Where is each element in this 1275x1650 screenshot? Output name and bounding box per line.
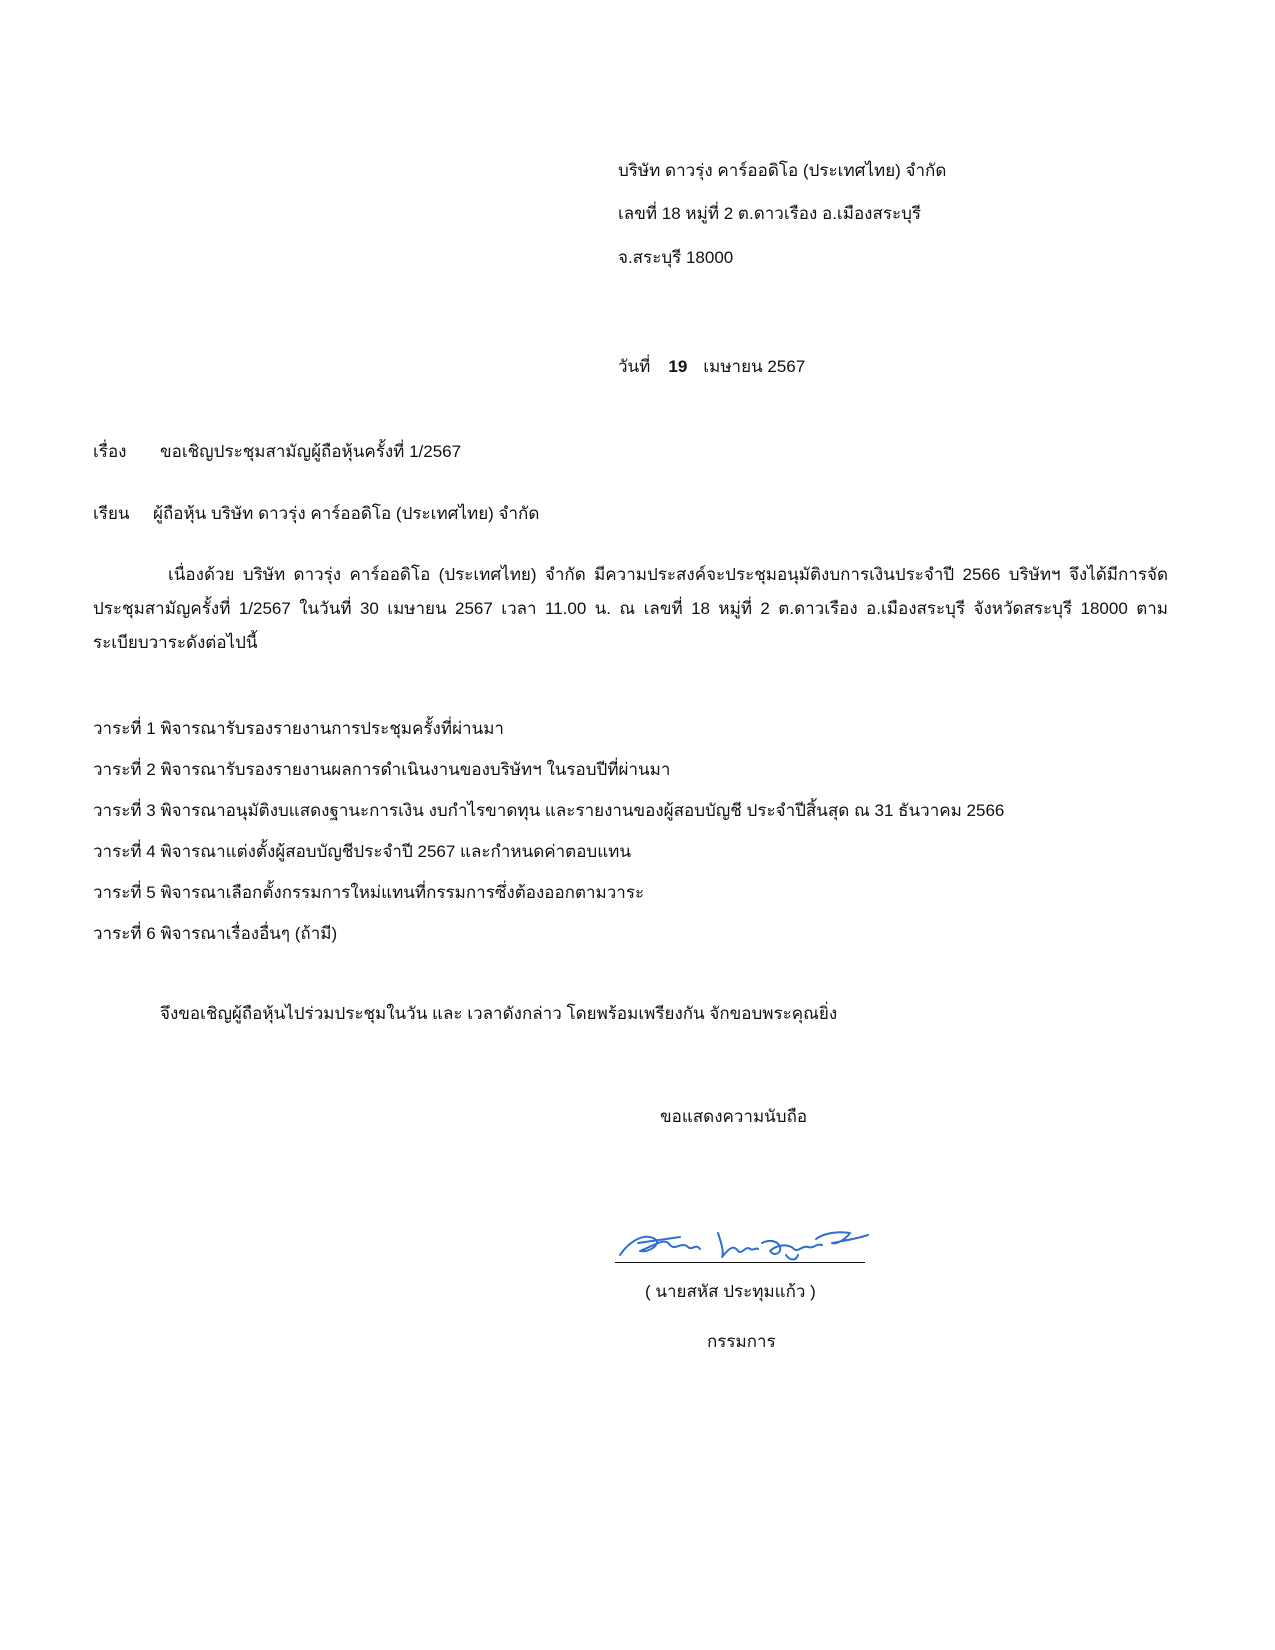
sender-address-line2: จ.สระบุรี 18000 — [618, 248, 734, 267]
recipient-label: เรียน — [93, 504, 130, 523]
agenda-item: วาระที่ 1 พิจารณารับรองรายงานการประชุมครั้งที่ผ่านมา — [93, 719, 504, 738]
handwritten-signature — [610, 1215, 880, 1265]
signer-position: กรรมการ — [707, 1332, 776, 1351]
subject-line — [93, 438, 462, 465]
agenda-item: วาระที่ 6 พิจารณาเรื่องอื่นๆ (ถ้ามี) — [93, 924, 338, 943]
agenda-item: วาระที่ 3 พิจารณาอนุมัติงบแสดงฐานะการเงิน งบกำไรขาดทุน และรายงานของผู้สอบบัญชี ประจำปีสิ้นสุด ณ 31 ธันวาคม 2566 — [93, 801, 1005, 820]
body-paragraph: เนื่องด้วย บริษัท ดาวรุ่ง คาร์ออดิโอ (ประเทศไทย) จำกัด มีความประสงค์จะประชุมอนุมัติงบการเงินประจำปี 2566 บริษัทฯ จึงได้มีการจัดประชุมสามัญครั้งที่ 1/2567 ในวันที่ 30 เมษายน 2567 เวลา 11.00 น. ณ เลขที่ 18 หมู่ที่ 2 ต.ดาวเรือง อ.เมืองสระบุรี จังหวัดสระบุรี 18000 ตามระเบียบวาระดังต่อไปนี้ — [93, 565, 1168, 652]
letter-date — [618, 353, 805, 380]
sender-address-line1: เลขที่ 18 หมู่ที่ 2 ต.ดาวเรือง อ.เมืองสระบุรี — [618, 204, 922, 223]
signature-scribble — [610, 1215, 880, 1265]
date-prefix: วันที่ — [618, 357, 651, 376]
signer-name: ( นายสหัส ประทุมแก้ว ) — [645, 1282, 816, 1301]
complimentary-close: ขอแสดงความนับถือ — [660, 1107, 808, 1126]
recipient-line — [93, 500, 540, 527]
signature-line — [615, 1262, 865, 1263]
subject-label: เรื่อง — [93, 442, 127, 461]
subject-text: ขอเชิญประชุมสามัญผู้ถือหุ้นครั้งที่ 1/2567 — [160, 442, 462, 461]
agenda-item: วาระที่ 2 พิจารณารับรองรายงานผลการดำเนินงานของบริษัทฯ ในรอบปีที่ผ่านมา — [93, 760, 671, 779]
closing-sentence: จึงขอเชิญผู้ถือหุ้นไปร่วมประชุมในวัน และ เวลาดังกล่าว โดยพร้อมเพรียงกัน จักขอบพระคุณยิ่ง — [160, 1004, 838, 1023]
agenda-item: วาระที่ 4 พิจารณาแต่งตั้งผู้สอบบัญชีประจำปี 2567 และกำหนดค่าตอบแทน — [93, 842, 631, 861]
sender-company: บริษัท ดาวรุ่ง คาร์ออดิโอ (ประเทศไทย) จำกัด — [618, 161, 947, 180]
date-month-year: เมษายน 2567 — [703, 357, 806, 376]
date-day: 19 — [668, 357, 688, 376]
recipient-text: ผู้ถือหุ้น บริษัท ดาวรุ่ง คาร์ออดิโอ (ประเทศไทย) จำกัด — [153, 504, 540, 523]
agenda-item: วาระที่ 5 พิจารณาเลือกตั้งกรรมการใหม่แทนที่กรรมการซึ่งต้องออกตามวาระ — [93, 883, 645, 902]
